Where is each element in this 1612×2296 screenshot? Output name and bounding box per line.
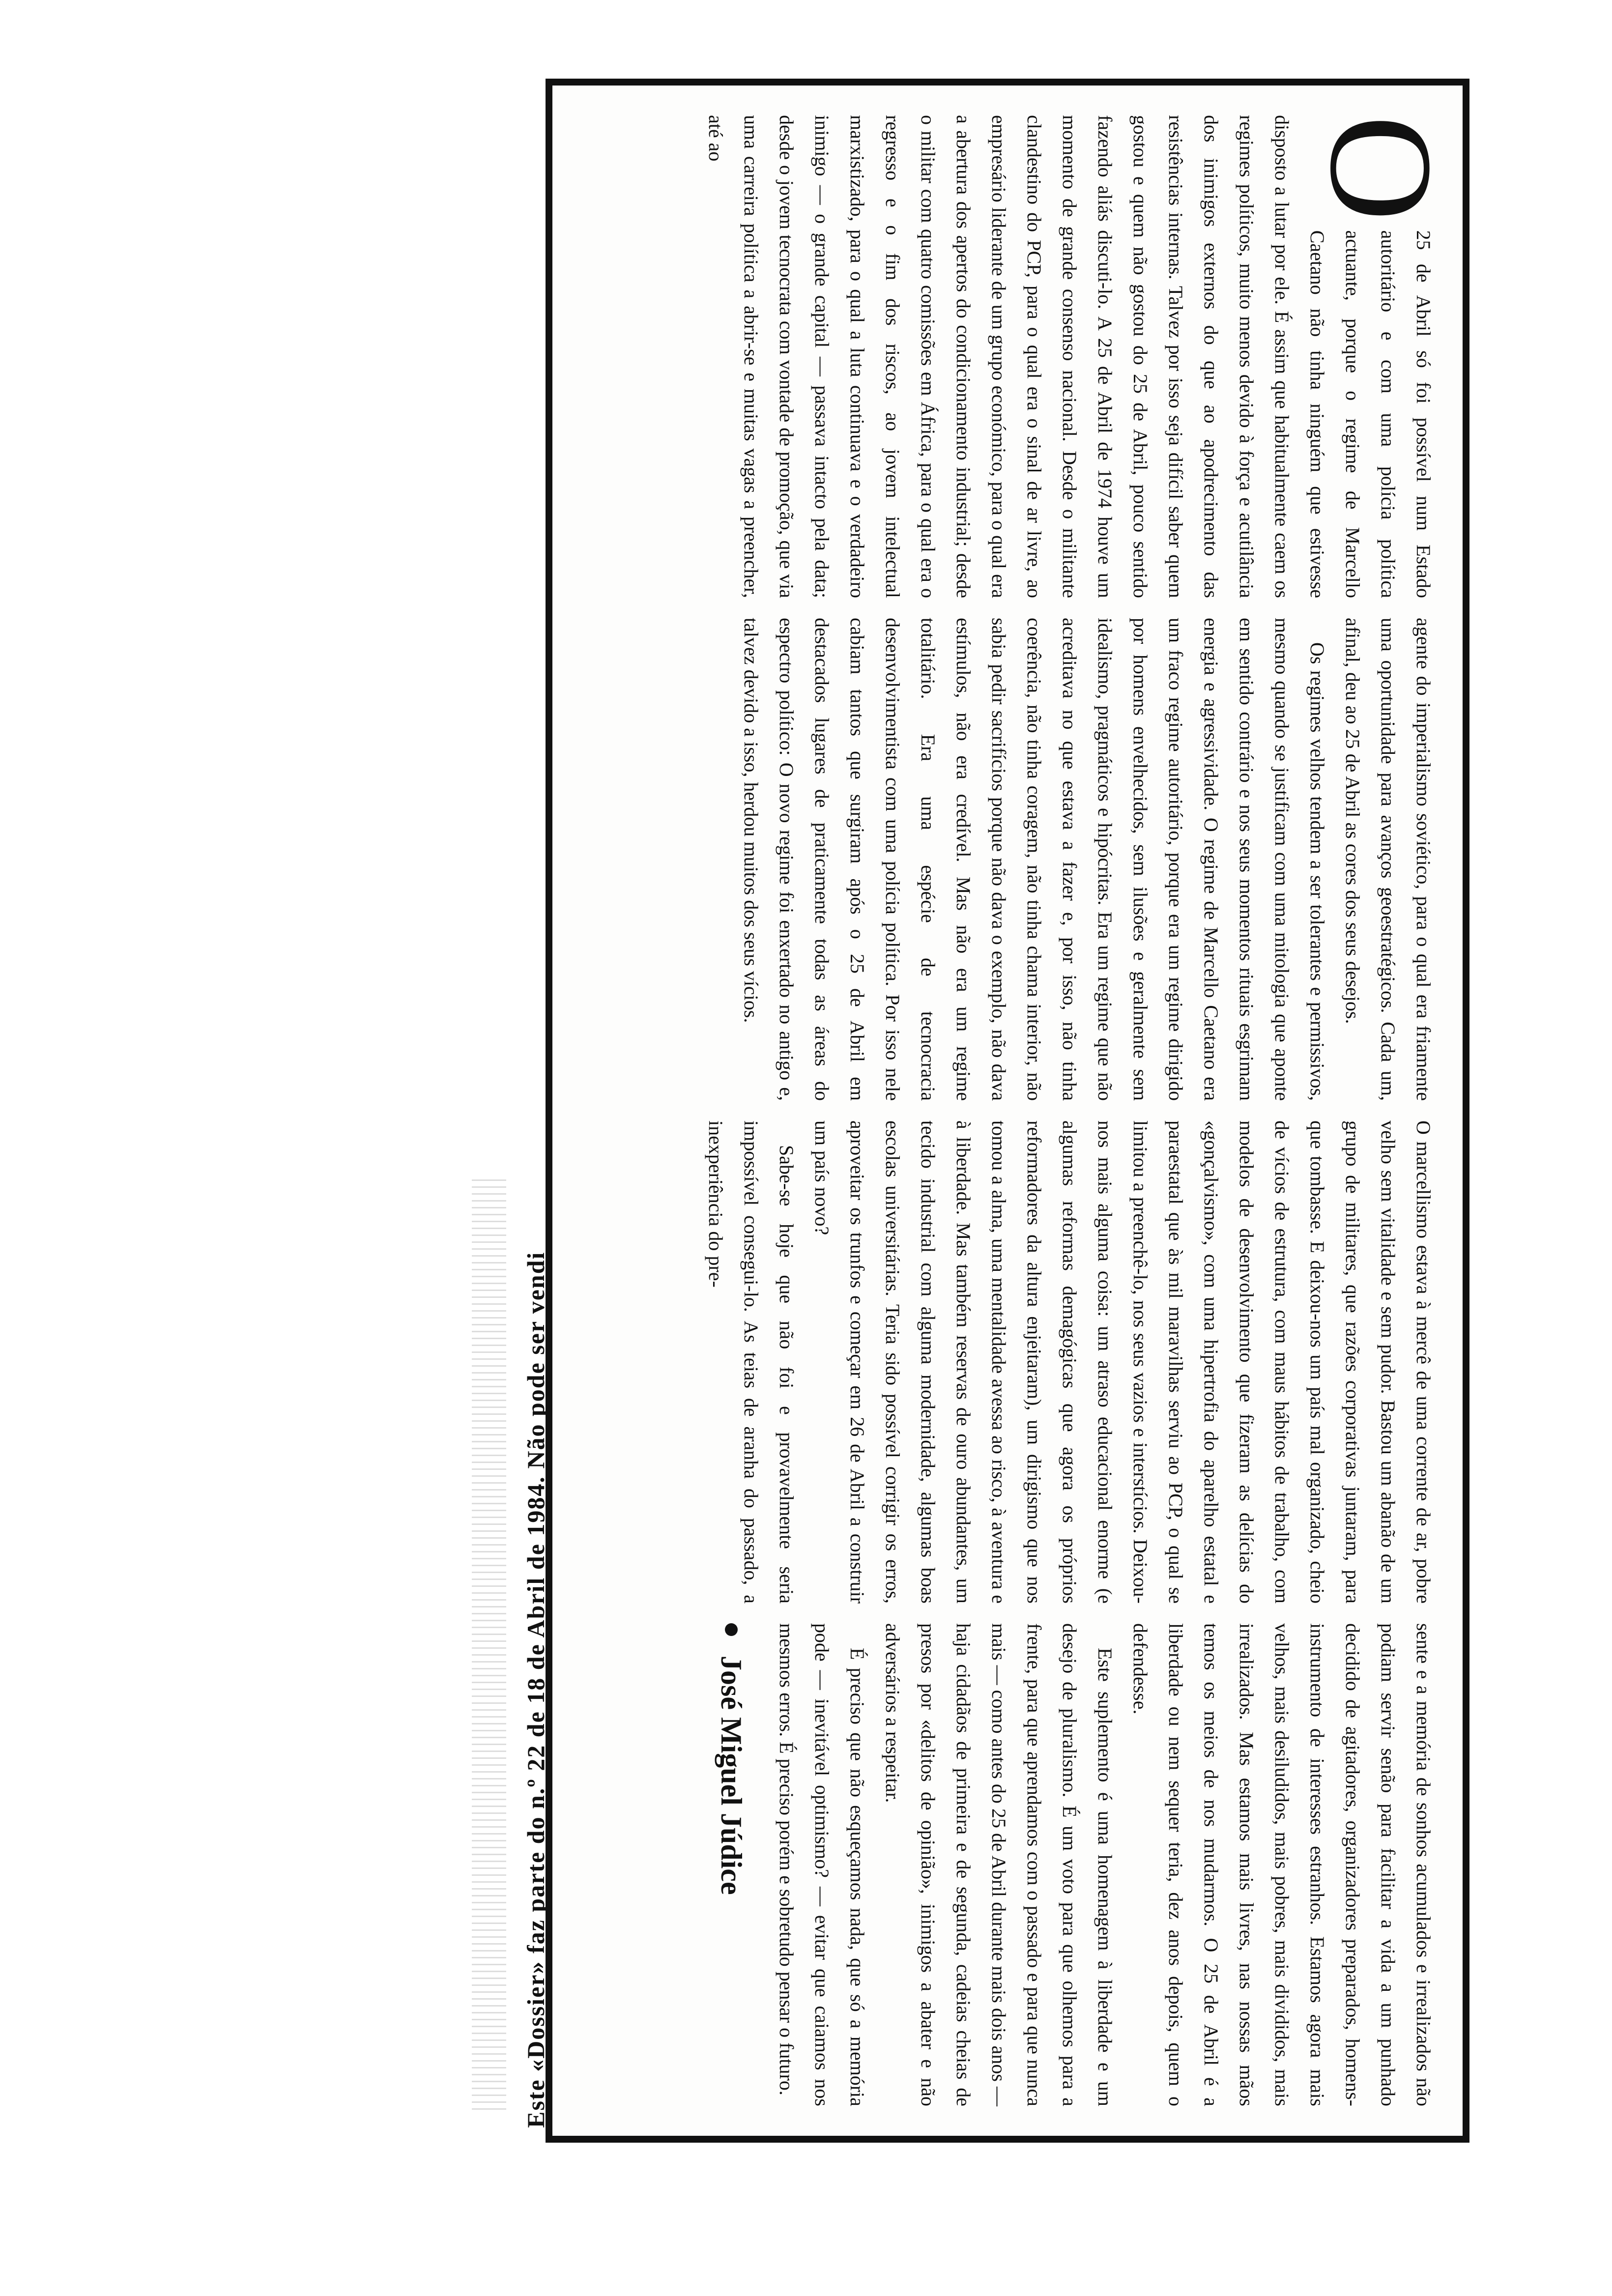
- author-name: José Miguel Júdice: [715, 1656, 748, 1895]
- bullet-icon: [725, 1623, 738, 1636]
- scan-noise: [472, 1179, 506, 2113]
- paragraph: É preciso que não esqueçamos nada, que só a memória pode — inevitável optimismo? — evitar que caiamos nos mesmos erros. É preciso porém e sobretudo pensar o futuro.: [776, 1623, 868, 2106]
- paragraph: Os regimes velhos tendem a ser tolerantes e permissivos, mesmo quando se justificam com uma mitologia que aponte em sentido contrário e nos seus momentos rituais esgrimam energia e agressividade. O regime de Marcello Caetano era um fraco regime autoritário, porque era um regime dirigido por homens envelhecidos, sem ilusões e geralmente sem idealismo, pragmáticos e hipócritas. Era um regime que não acreditava no que estava a fazer e, por isso, não tinha coerência, não tinha coragem, não tinha chama interior, não sabia pedir sacrifícios porque não dava o exemplo, não dava estímulos, não era credível. Mas não era um regime totalitário. Era uma espécie de tecnocracia desenvolvimentista com uma polícia política. Por isso nele cabiam tantos que surgiram após o 25 de Abril em destacados lugares de praticamente todas as áreas do espectro político: O novo regime foi enxertado no antigo e, talvez devido a isso, herdou muitos dos seus vícios.: [740, 618, 1328, 1101]
- author-signature: [714, 1623, 749, 2106]
- paragraph: O 25 de Abril só foi possível num Estado autoritário e com uma polícia política actuante, porque o regime de Marcello Caetano não tinha ninguém que estivesse disposto a lutar por ele. É assim que habitualmente caem os regimes políticos, muito menos devido à força e acutilância dos inimigos externos do que ao apodrecimento das resistências internas. Talvez por isso seja difícil saber quem gostou e quem não gostou do 25 de Abril, pouco sentido fazendo aliás discuti-lo. A 25 de Abril de 1974 houve um momento de grande consenso nacional. Desde o militante clandestino do PCP, para o qual era o sinal de ar livre, ao empresário liderante de um grupo económico, para o qual era a abertura dos apertos do condicionamento industrial; desde o militar com quatro comissões em África, para o qual era o regresso e o fim dos riscos, ao jovem intelectual marxistizado, para o qual a luta continuava e o verdadeiro inimigo — o grande capital — passava intacto pela data; desde o jovem tecnocrata com vontade de promoção, que via uma carreira política a abrir-se e muitas vagas a preencher, até ao: [705, 115, 1463, 598]
- column-1: [567, 115, 1463, 598]
- paragraph: Este suplemento é uma homenagem à liberdade e um desejo de pluralismo. É um voto para que olhemos para a frente, para que aprendamos com o passado e para que nunca mais — como antes do 25 de Abril durante mais dois anos — haja cidadãos de primeira e de segunda, cadeias cheias de presos por «delitos de opinião», inimigos a abater e não adversários a respeitar.: [882, 1623, 1116, 2106]
- drop-cap: O: [1300, 115, 1463, 222]
- paragraph: agente do imperialismo soviético, para o qual era friamente uma oportunidade para avanços geoestratégicos. Cada um, afinal, deu ao 25 de Abril as cores dos seus desejos.: [1342, 618, 1435, 1101]
- article-body: [552, 86, 1463, 2136]
- column-2: [567, 618, 1441, 1101]
- column-4: [567, 1623, 1441, 2106]
- column-3: [567, 1120, 1441, 1604]
- paragraph: sente e a memória de sonhos acumulados e irrealizados não podiam servir senão para facilitar a vida a um punhado decidido de agitadores, organizadores preparados, homens-instrumento de interesses estranhos. Estamos agora mais velhos, mais desiludidos, mais pobres, mais divididos, mais irrealizados. Mas estamos mais livres, nas nossas mãos temos os meios de nos mudarmos. O 25 de Abril é a liberdade ou nem sequer teria, dez anos depois, quem o defendesse.: [1129, 1623, 1435, 2106]
- paragraph: Sabe-se hoje que não foi e provavelmente seria impossível consegui-lo. As teias de aranha do passado, a inexperiência do pre-: [705, 1120, 798, 1604]
- footer-notice: Este «Dossier» faz parte do n.º 22 de 18 de Abril de 1984. Não pode ser vendi: [522, 1251, 549, 2128]
- paragraph: O marcellismo estava à mercê de uma corrente de ar, pobre velho sem vitalidade e sem pudor. Bastou um abanão de um grupo de militares, que razões corporativas juntaram, para que tombasse. E deixou-nos um país mal organizado, cheio de vícios de estrutura, com maus hábitos de trabalho, com modelos de desenvolvimento que fizeram as delícias do «gonçalvismo», com uma hipertrofia do aparelho estatal e paraestatal que às mil maravilhas serviu ao PCP, o qual se limitou a preenchê-lo, nos seus vazios e interstícios. Deixou-nos mais alguma coisa: um atraso educacional enorme (e algumas reformas demagógicas que agora os próprios reformadores da altura enjeitaram), um dirigismo que nos tomou a alma, uma mentalidade avessa ao risco, à aventura e à liberdade. Mas também reservas de ouro abundantes, um tecido industrial com alguma modernidade, algumas boas escolas universitárias. Teria sido possível corrigir os erros, aproveitar os trunfos e começar em 26 de Abril a construir um país novo?: [811, 1120, 1435, 1604]
